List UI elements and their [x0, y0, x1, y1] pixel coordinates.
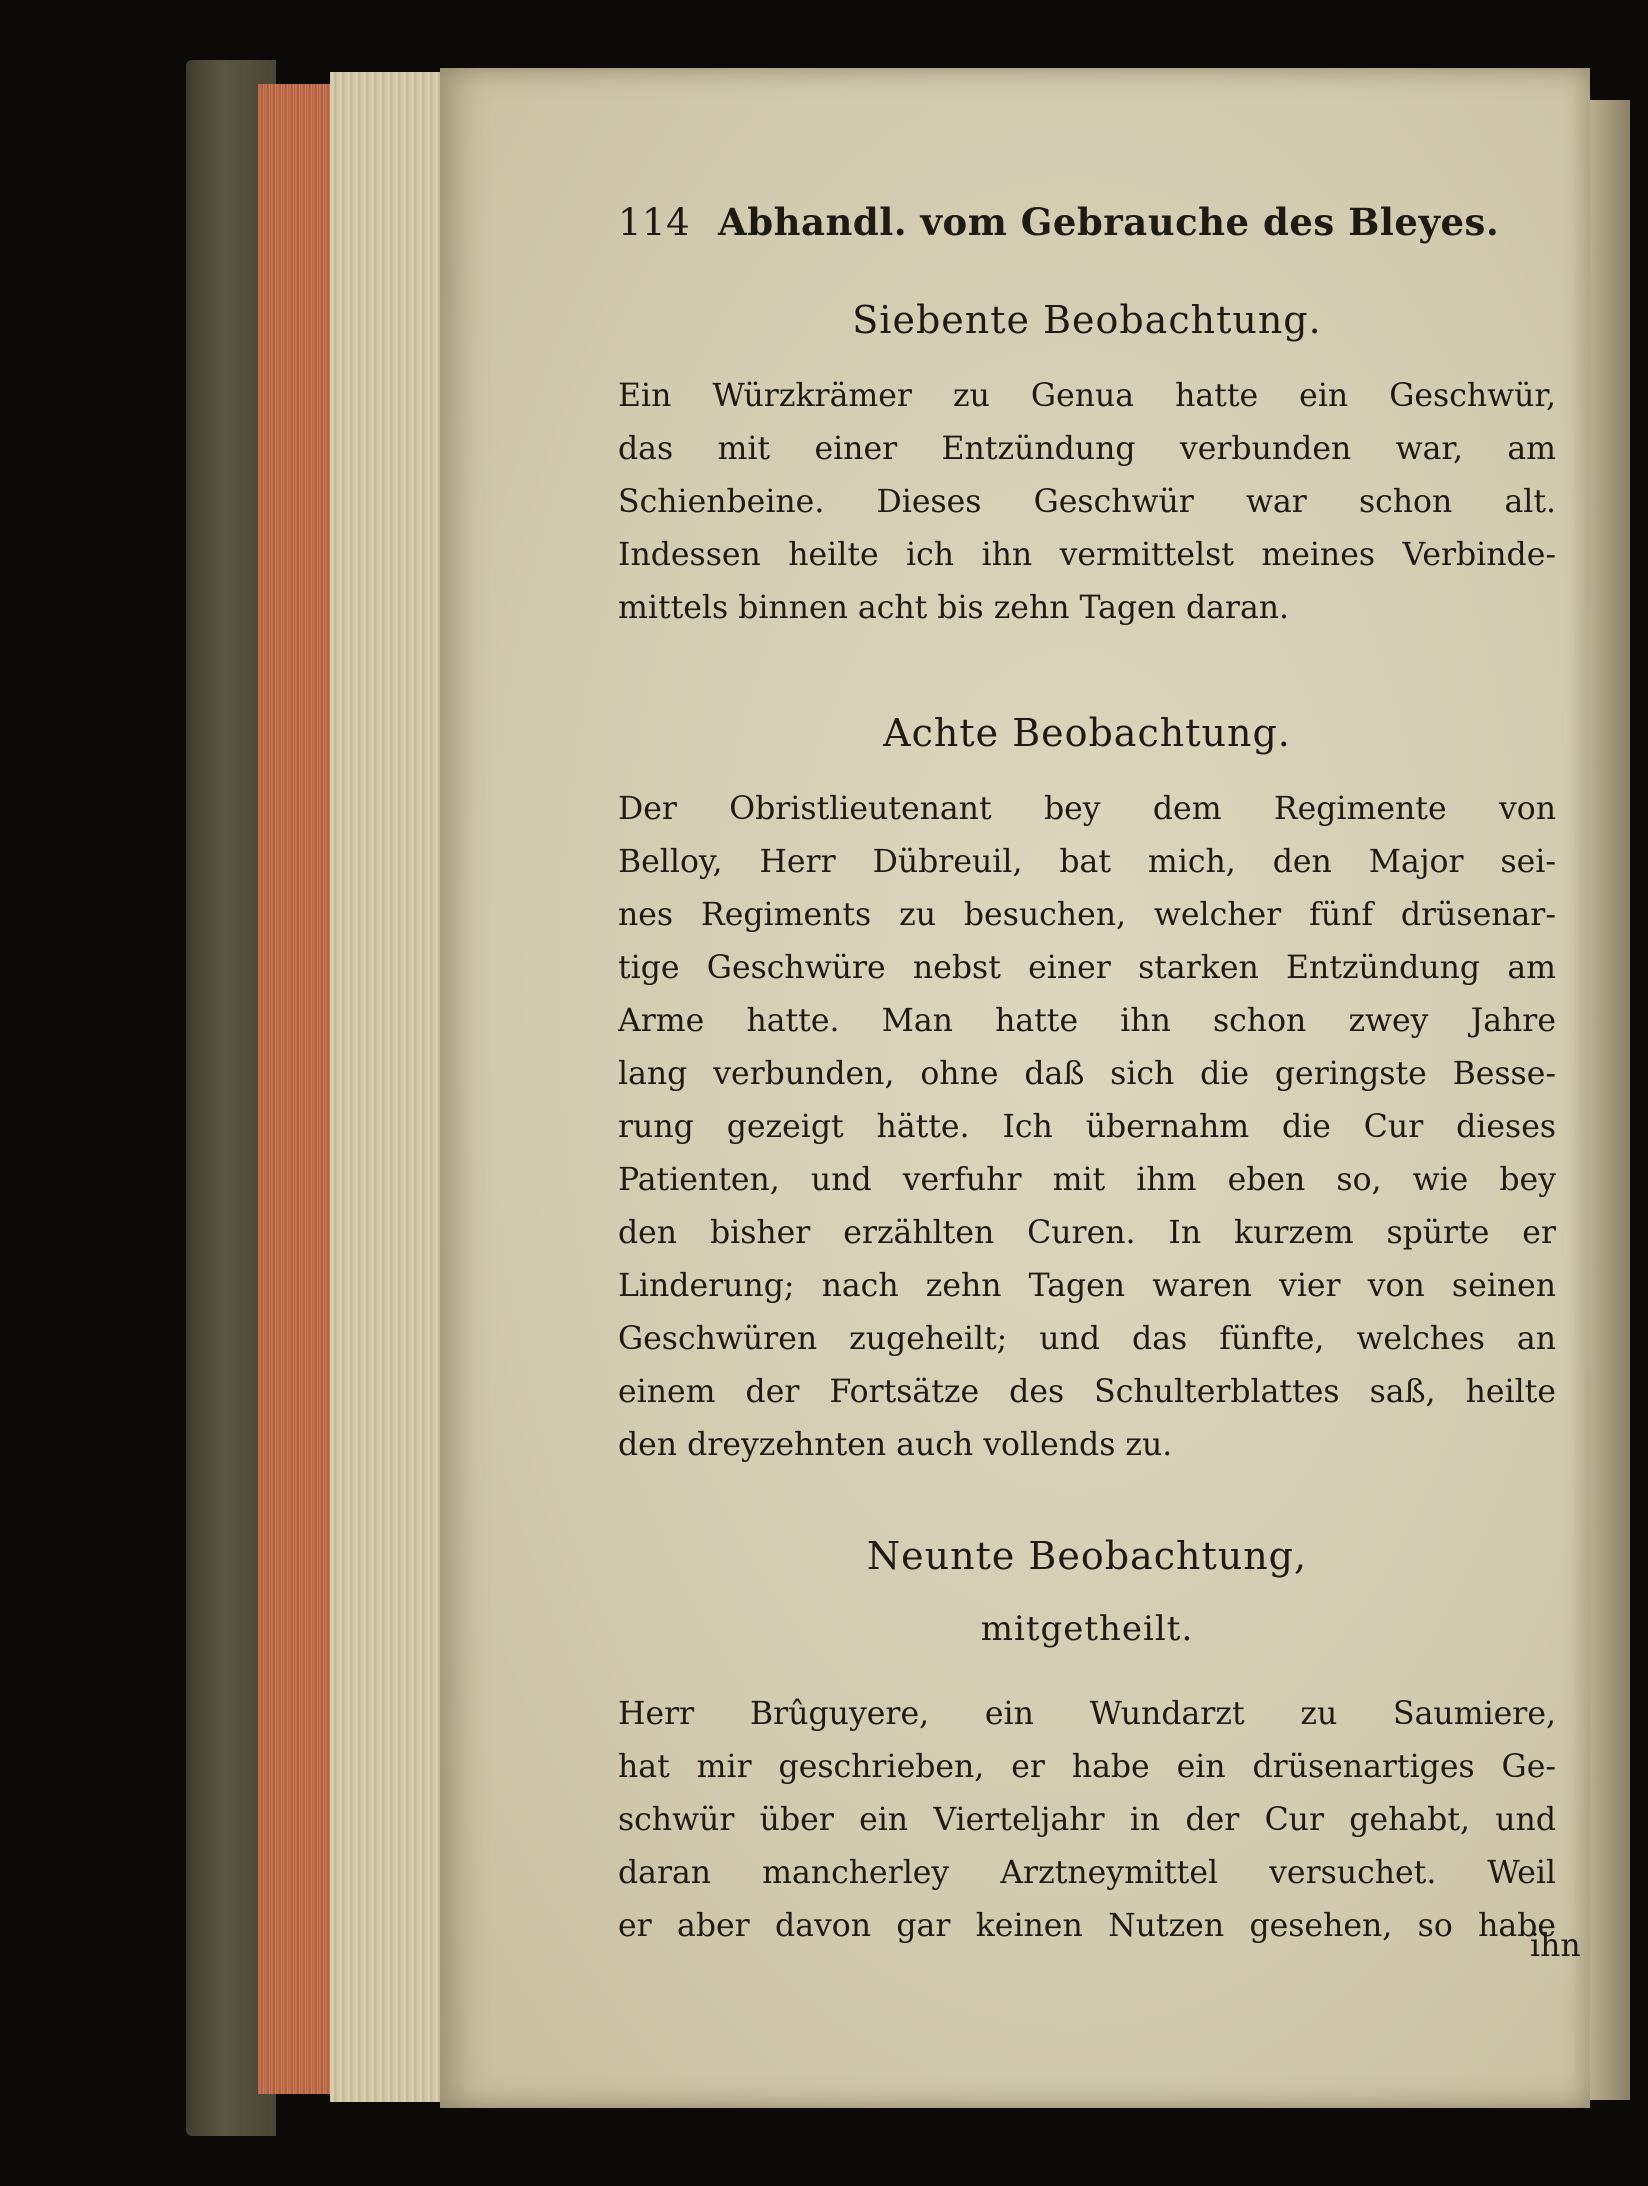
- section-heading: Neunte Beobachtung,: [866, 1534, 1308, 1578]
- text-line: den bisher erzählten Curen. In kurzem spürte er: [618, 1215, 1556, 1251]
- text-line: Schienbeine. Dieses Geschwür war schon alt.: [618, 484, 1556, 520]
- text-line: Ein Würzkrämer zu Genua hatte ein Geschwür,: [618, 378, 1556, 414]
- page-edges-stack: [330, 72, 440, 2102]
- catchword: ihn: [1530, 1928, 1581, 1964]
- page-number: 114: [618, 201, 691, 244]
- text-line: Indessen heilte ich ihn vermittelst meines Verbinde-: [618, 537, 1556, 573]
- page-text: [618, 200, 1556, 1953]
- text-line: mittels binnen acht bis zehn Tagen daran.: [618, 590, 1290, 626]
- text-line: Geschwüren zugeheilt; und das fünfte, welches an: [618, 1321, 1556, 1357]
- section-heading: Achte Beobachtung.: [883, 711, 1291, 755]
- page-header: [618, 200, 1556, 270]
- text-line: Arme hatte. Man hatte ihn schon zwey Jahre: [618, 1003, 1556, 1039]
- text-line: schwür über ein Vierteljahr in der Cur gehabt, und: [618, 1802, 1556, 1838]
- text-line: er aber davon gar keinen Nutzen gesehen, so habe: [618, 1908, 1556, 1944]
- text-line: Linderung; nach zehn Tagen waren vier von seinen: [618, 1268, 1556, 1304]
- paragraph: [618, 370, 1556, 635]
- paragraph: [618, 1688, 1556, 1953]
- text-line: Herr Brûguyere, ein Wundarzt zu Saumiere,: [618, 1696, 1556, 1732]
- text-line: lang verbunden, ohne daß sich die geringste Besse-: [618, 1056, 1556, 1092]
- text-line: Patienten, und verfuhr mit ihm eben so, wie bey: [618, 1162, 1556, 1198]
- text-line: Belloy, Herr Dübreuil, bat mich, den Major sei-: [618, 844, 1556, 880]
- text-line: rung gezeigt hätte. Ich übernahm die Cur dieses: [618, 1109, 1556, 1145]
- text-line: den dreyzehnten auch vollends zu.: [618, 1427, 1173, 1463]
- text-line: einem der Fortsätze des Schulterblattes saß, heilte: [618, 1374, 1556, 1410]
- section-heading: Siebente Beobachtung.: [852, 298, 1322, 342]
- text-line: tige Geschwüre nebst einer starken Entzündung am: [618, 950, 1556, 986]
- page-edges-red: [258, 84, 330, 2094]
- text-line: hat mir geschrieben, er habe ein drüsenartiges Ge-: [618, 1749, 1556, 1785]
- text-line: das mit einer Entzündung verbunden war, am: [618, 431, 1556, 467]
- facing-page-edge: [1590, 100, 1630, 2100]
- text-line: Der Obristlieutenant bey dem Regimente von: [618, 791, 1556, 827]
- text-line: daran mancherley Arztneymittel versuchet. Weil: [618, 1855, 1556, 1891]
- text-line: nes Regiments zu besuchen, welcher fünf drüsenar-: [618, 897, 1556, 933]
- section-subheading: mitgetheilt.: [980, 1609, 1194, 1649]
- running-head: Abhandl. vom Gebrauche des Bleyes.: [718, 200, 1500, 244]
- spacer: [618, 1666, 1556, 1688]
- paragraph: [618, 783, 1556, 1472]
